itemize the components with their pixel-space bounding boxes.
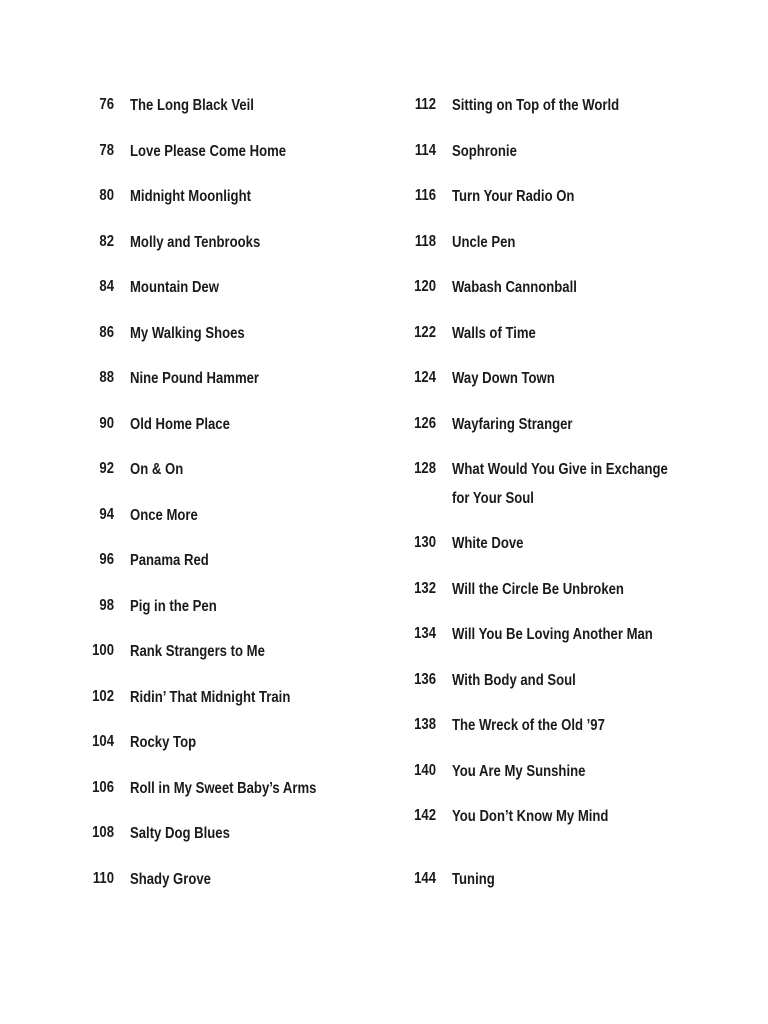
toc-entry [396,623,736,653]
toc-page-number: 126 [414,415,436,432]
toc-entry [396,868,736,898]
toc-page-number: 136 [414,671,436,688]
toc-title: Ridin’ That Midnight Train [130,688,291,706]
toc-page-number: 142 [414,807,436,824]
toc-page-number: 116 [414,187,436,204]
toc-page-number: 90 [99,415,114,432]
toc-entry [396,760,736,790]
toc-title: Will the Circle Be Unbroken [452,580,624,598]
toc-title: Tuning [452,870,495,888]
toc-page-number: 82 [99,233,114,250]
toc-entry [74,686,374,716]
toc-entry [396,276,736,306]
toc-title: Midnight Moonlight [130,187,251,205]
toc-title: Walls of Time [452,324,536,342]
toc-title: Old Home Place [130,415,230,433]
toc-title: The Wreck of the Old ’97 [452,716,605,734]
toc-page-number: 108 [92,824,114,841]
toc-page-number: 92 [99,460,114,477]
toc-entry [74,367,374,397]
toc-page-number: 134 [414,625,436,642]
toc-entry [74,231,374,261]
toc-page-number: 124 [414,369,436,386]
toc-page-number: 128 [414,460,436,477]
toc-title: On & On [130,460,184,478]
toc-page-number: 118 [414,233,436,250]
toc-entry [74,140,374,170]
toc-page-number: 86 [99,324,114,341]
toc-entry [74,640,374,670]
toc-entry [396,94,736,124]
toc-page-number: 144 [414,870,436,887]
toc-page-number: 130 [414,534,436,551]
toc-entry [74,731,374,761]
toc-title: Rank Strangers to Me [130,642,265,660]
toc-entry [396,578,736,608]
toc-page-number: 120 [414,278,436,295]
toc-title: Rocky Top [130,733,197,751]
toc-entry [74,822,374,852]
toc-title: Love Please Come Home [130,142,287,160]
toc-page-number: 138 [414,716,436,733]
toc-entry [74,504,374,534]
toc-title: Uncle Pen [452,233,516,251]
toc-title: Mountain Dew [130,278,219,296]
toc-page-number: 140 [414,762,436,779]
toc-page-number: 122 [414,324,436,341]
toc-title: Shady Grove [130,870,211,888]
toc-entry [396,805,736,835]
toc-entry [396,140,736,170]
toc-page-number: 110 [92,870,114,887]
toc-title: Pig in the Pen [130,597,217,615]
toc-title: Once More [130,506,198,524]
toc-page-number: 80 [99,187,114,204]
toc-title: You Are My Sunshine [452,762,586,780]
toc-entry [74,549,374,579]
toc-entry [74,595,374,625]
toc-entry [396,714,736,744]
toc-page-number: 96 [99,551,114,568]
toc-entry [74,413,374,443]
toc-page-number: 88 [99,369,114,386]
toc-page-number: 84 [99,278,114,295]
toc-title: The Long Black Veil [130,96,254,114]
toc-entry [396,458,736,518]
toc-page-number: 104 [92,733,114,750]
toc-title: Sophronie [452,142,517,160]
toc-entry [396,322,736,352]
toc-title: Wabash Cannonball [452,278,577,296]
toc-title: Turn Your Radio On [452,187,575,205]
toc-title: My Walking Shoes [130,324,245,342]
toc-title: Salty Dog Blues [130,824,230,842]
toc-page-number: 132 [414,580,436,597]
toc-title: Panama Red [130,551,209,569]
toc-page-number: 114 [414,142,436,159]
toc-title: Molly and Tenbrooks [130,233,261,251]
toc-title: Wayfaring Stranger [452,415,573,433]
toc-title: Nine Pound Hammer [130,369,260,387]
toc-title: Way Down Town [452,369,555,387]
toc-page-number: 100 [92,642,114,659]
toc-title: White Dove [452,534,524,552]
toc-page-number: 94 [99,506,114,523]
toc-entry [396,413,736,443]
toc-title: With Body and Soul [452,671,576,689]
toc-title: Will You Be Loving Another Man [452,625,653,643]
toc-entry [74,777,374,807]
toc-entry [74,276,374,306]
toc-entry [396,367,736,397]
toc-page-number: 102 [92,688,114,705]
toc-title: What Would You Give in Exchange for Your Soul [452,460,668,507]
toc-title: Roll in My Sweet Baby’s Arms [130,779,317,797]
toc-title: Sitting on Top of the World [452,96,620,114]
toc-page-number: 112 [414,96,436,113]
toc-entry [396,532,736,562]
toc-page-number: 106 [92,779,114,796]
toc-title: You Don’t Know My Mind [452,807,609,825]
toc-entry [74,185,374,215]
toc-page-number: 98 [99,597,114,614]
toc-entry [74,322,374,352]
toc-entry [74,868,374,898]
toc-entry [396,669,736,699]
toc-page-number: 78 [99,142,114,159]
toc-page-number: 76 [99,96,114,113]
toc-entry [396,185,736,215]
toc-entry [396,231,736,261]
toc-entry [74,94,374,124]
toc-entry [74,458,374,488]
